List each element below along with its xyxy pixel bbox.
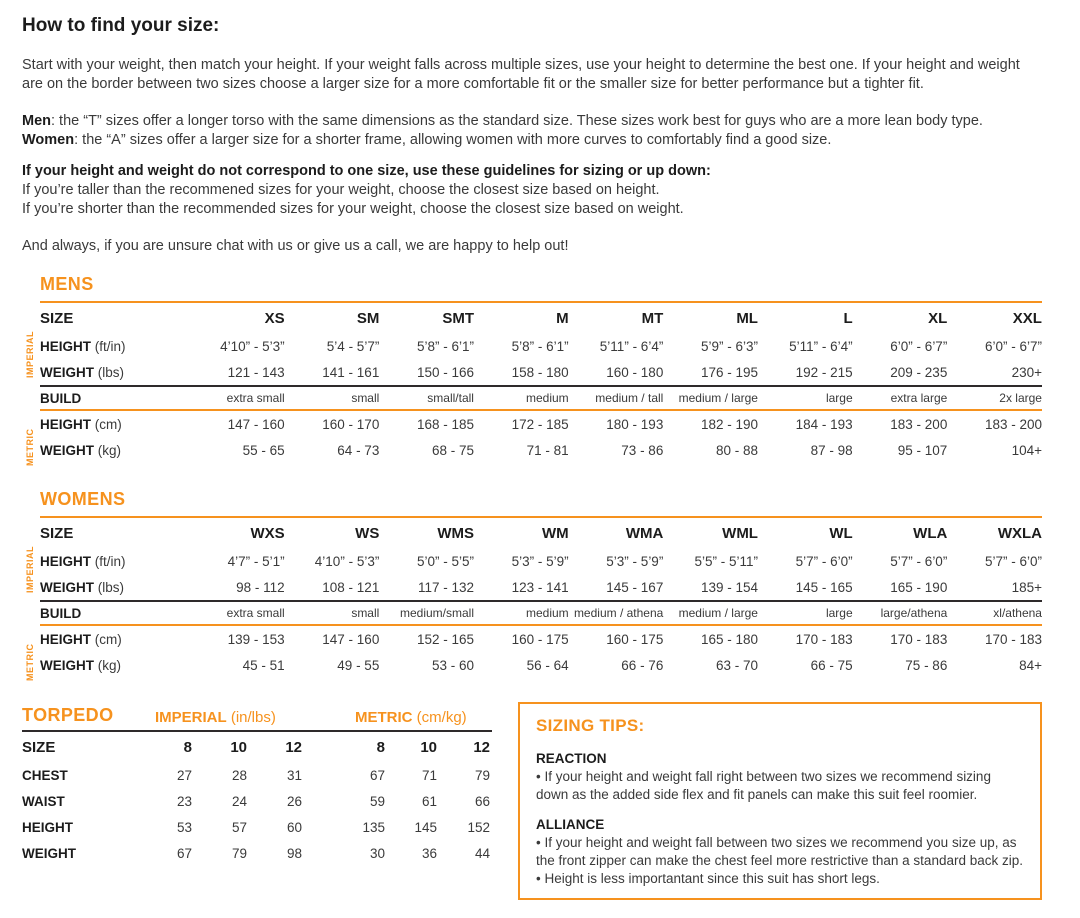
table-cell: large/athena bbox=[880, 606, 948, 620]
guidelines-line1: If you’re taller than the recommened sizes for your weight, choose the closest size based on height. bbox=[22, 182, 660, 198]
size-column-header: SM bbox=[356, 309, 380, 327]
sizing-tips-box bbox=[518, 702, 1042, 900]
table-cell: small bbox=[351, 606, 380, 620]
table-cell: 71 - 81 bbox=[526, 442, 569, 458]
table-cell: 5’5” - 5’11” bbox=[694, 553, 758, 569]
table-cell: 66 bbox=[474, 793, 490, 809]
table-cell: 31 bbox=[286, 767, 302, 783]
table-cell: 2x large bbox=[999, 391, 1042, 405]
torpedo-height-row bbox=[22, 814, 492, 840]
mens-weight-imperial-row bbox=[40, 359, 1042, 385]
table-cell: 53 bbox=[176, 819, 192, 835]
torpedo-chest-row bbox=[22, 762, 492, 788]
row-label: HEIGHT bbox=[40, 553, 92, 569]
mens-height-imperial-row bbox=[40, 333, 1042, 359]
men-text: : the “T” sizes offer a longer torso with the same dimensions as the standard size. These sizes work best for guys who are a more lean body type. bbox=[51, 113, 983, 129]
row-label: HEIGHT bbox=[40, 338, 92, 354]
table-cell: 4’7” - 5’1” bbox=[227, 553, 285, 569]
reaction-tip: • If your height and weight fall right between two sizes we recommend sizing down as the added side flex and fit panels can make this suit feel roomier. bbox=[536, 769, 991, 802]
size-column-header: WM bbox=[542, 524, 569, 542]
table-cell: 59 bbox=[369, 793, 385, 809]
table-cell: 170 - 183 bbox=[890, 631, 948, 647]
table-cell: 57 bbox=[231, 819, 247, 835]
row-unit: (kg) bbox=[97, 442, 122, 458]
table-cell: 121 - 143 bbox=[227, 364, 285, 380]
table-cell: 145 bbox=[414, 819, 437, 835]
table-cell: 5’3” - 5’9” bbox=[606, 553, 664, 569]
table-cell: 49 - 55 bbox=[337, 657, 380, 673]
row-label: HEIGHT bbox=[40, 631, 92, 647]
table-cell: medium / large bbox=[678, 606, 758, 620]
womens-build-row bbox=[40, 600, 1042, 626]
table-cell: 147 - 160 bbox=[227, 416, 285, 432]
table-cell: 61 bbox=[421, 793, 437, 809]
row-label: CHEST bbox=[22, 767, 68, 783]
alliance-heading: ALLIANCE bbox=[536, 817, 605, 832]
table-cell: 150 - 166 bbox=[416, 364, 474, 380]
table-cell: 4’10” - 5’3” bbox=[314, 553, 380, 569]
table-cell: 5’7” - 6’0” bbox=[890, 553, 948, 569]
reaction-heading: REACTION bbox=[536, 751, 607, 766]
table-cell: 36 bbox=[421, 845, 437, 861]
table-cell: 176 - 195 bbox=[700, 364, 758, 380]
table-cell: 104+ bbox=[1011, 442, 1042, 458]
intro-paragraph: Start with your weight, then match your height. If your weight falls across multiple sizes, use your height to determine the best one. If your height and weight are on the border between two sizes choose a larger size for a more comfortable fit or the smaller size for better performance but a tighter fit. bbox=[22, 57, 1020, 92]
table-cell: 152 bbox=[467, 819, 490, 835]
guidelines-line2: If you’re shorter than the recommended sizes for your weight, choose the closest size based on weight. bbox=[22, 201, 684, 217]
size-column-header: WS bbox=[355, 524, 380, 542]
table-cell: 63 - 70 bbox=[715, 657, 758, 673]
table-cell: 5’7” - 6’0” bbox=[984, 553, 1042, 569]
size-column-header: 12 bbox=[473, 738, 490, 756]
torpedo-table-section bbox=[22, 702, 492, 900]
torpedo-waist-row bbox=[22, 788, 492, 814]
table-cell: 84+ bbox=[1019, 657, 1042, 673]
row-label: BUILD bbox=[40, 390, 82, 406]
table-cell: 60 bbox=[286, 819, 302, 835]
size-column-header: 8 bbox=[376, 738, 385, 756]
table-cell: 4’10” - 5’3” bbox=[220, 338, 285, 354]
table-cell: 75 - 86 bbox=[905, 657, 948, 673]
mens-build-row bbox=[40, 385, 1042, 411]
table-cell: medium / tall bbox=[595, 391, 664, 405]
table-cell: 66 - 75 bbox=[810, 657, 853, 673]
table-cell: medium bbox=[525, 391, 569, 405]
table-cell: 5’3” - 5’9” bbox=[511, 553, 569, 569]
table-cell: 160 - 175 bbox=[606, 631, 664, 647]
size-column-header: SMT bbox=[442, 309, 474, 327]
size-column-header: WMS bbox=[437, 524, 474, 542]
guidelines-heading: If your height and weight do not correspond to one size, use these guidelines for sizing or up down: bbox=[22, 163, 711, 179]
womens-weight-imperial-row bbox=[40, 574, 1042, 600]
table-cell: 158 - 180 bbox=[511, 364, 569, 380]
table-cell: 172 - 185 bbox=[511, 416, 569, 432]
size-column-header: WMA bbox=[625, 524, 664, 542]
men-women-paragraph bbox=[22, 112, 1042, 150]
row-label: WEIGHT bbox=[40, 657, 94, 673]
table-cell: 209 - 235 bbox=[890, 364, 948, 380]
womens-imperial-side-label: IMPERIAL bbox=[25, 545, 35, 593]
womens-metric-side-label: METRIC bbox=[25, 643, 35, 681]
womens-table bbox=[40, 516, 1042, 678]
torpedo-metric-header bbox=[355, 709, 492, 726]
table-cell: 184 - 193 bbox=[795, 416, 853, 432]
guidelines-paragraph bbox=[22, 162, 1042, 219]
table-cell: 123 - 141 bbox=[511, 579, 569, 595]
table-cell: 5’11” - 6’4” bbox=[599, 338, 664, 354]
table-cell: 73 - 86 bbox=[621, 442, 664, 458]
row-label: WEIGHT bbox=[40, 579, 94, 595]
size-column-header: WL bbox=[829, 524, 853, 542]
row-unit: (lbs) bbox=[97, 364, 125, 380]
table-cell: 66 - 76 bbox=[621, 657, 664, 673]
table-cell: 71 bbox=[421, 767, 437, 783]
table-cell: 139 - 153 bbox=[227, 631, 285, 647]
table-cell: 183 - 200 bbox=[890, 416, 948, 432]
mens-imperial-side-label: IMPERIAL bbox=[25, 330, 35, 378]
table-cell: 5’7” - 6’0” bbox=[795, 553, 853, 569]
size-column-header: XXL bbox=[1012, 309, 1042, 327]
table-cell: large bbox=[825, 391, 853, 405]
mens-table bbox=[40, 301, 1042, 463]
size-row-label: SIZE bbox=[40, 309, 74, 327]
table-cell: 28 bbox=[231, 767, 247, 783]
torpedo-size-row bbox=[22, 732, 492, 762]
mens-title: MENS bbox=[40, 274, 94, 294]
table-cell: 5’8” - 6’1” bbox=[511, 338, 569, 354]
table-cell: 6’0” - 6’7” bbox=[984, 338, 1042, 354]
size-column-header: WLA bbox=[913, 524, 948, 542]
table-cell: 108 - 121 bbox=[322, 579, 380, 595]
table-cell: 192 - 215 bbox=[795, 364, 853, 380]
size-column-header: M bbox=[556, 309, 569, 327]
table-cell: small bbox=[351, 391, 380, 405]
table-cell: medium bbox=[525, 606, 569, 620]
alliance-tip-2: • Height is less importantant since this suit has short legs. bbox=[536, 871, 880, 886]
table-cell: 79 bbox=[474, 767, 490, 783]
table-cell: medium/small bbox=[399, 606, 474, 620]
size-column-header: 10 bbox=[230, 738, 247, 756]
size-column-header: ML bbox=[736, 309, 758, 327]
womens-weight-metric-row bbox=[40, 652, 1042, 678]
table-cell: 185+ bbox=[1011, 579, 1042, 595]
sizing-tips-title: SIZING TIPS: bbox=[536, 716, 645, 735]
table-cell: extra small bbox=[226, 391, 285, 405]
row-unit: (cm) bbox=[94, 631, 122, 647]
table-cell: 182 - 190 bbox=[700, 416, 758, 432]
table-cell: 170 - 183 bbox=[795, 631, 853, 647]
table-cell: 230+ bbox=[1011, 364, 1042, 380]
torpedo-imperial-unit: (in/lbs) bbox=[226, 709, 276, 726]
mens-table-section bbox=[25, 274, 1042, 466]
table-cell: 165 - 180 bbox=[700, 631, 758, 647]
torpedo-imperial-label: IMPERIAL bbox=[155, 709, 227, 726]
table-cell: 67 bbox=[369, 767, 385, 783]
row-label: HEIGHT bbox=[22, 819, 74, 835]
table-cell: 79 bbox=[231, 845, 247, 861]
table-cell: medium / large bbox=[678, 391, 758, 405]
size-column-header: XL bbox=[928, 309, 948, 327]
women-label: Women bbox=[22, 132, 75, 148]
torpedo-weight-row bbox=[22, 840, 492, 866]
intro-section bbox=[22, 56, 1042, 256]
row-label: WEIGHT bbox=[40, 364, 94, 380]
size-column-header: MT bbox=[641, 309, 664, 327]
women-text: : the “A” sizes offer a larger size for a shorter frame, allowing women with more curves to comfortably find a good size. bbox=[74, 132, 832, 148]
table-cell: 44 bbox=[474, 845, 490, 861]
table-cell: 27 bbox=[176, 767, 192, 783]
table-cell: 160 - 175 bbox=[511, 631, 569, 647]
page-title: How to find your size: bbox=[22, 15, 220, 36]
mens-size-header-row bbox=[40, 303, 1042, 333]
table-cell: 53 - 60 bbox=[431, 657, 474, 673]
table-cell: 98 - 112 bbox=[236, 579, 285, 595]
size-column-header: 8 bbox=[183, 738, 192, 756]
size-column-header: WXLA bbox=[997, 524, 1042, 542]
torpedo-metric-unit: (cm/kg) bbox=[412, 709, 467, 726]
row-unit: (cm) bbox=[94, 416, 122, 432]
size-column-header: 10 bbox=[420, 738, 437, 756]
womens-height-metric-row bbox=[40, 626, 1042, 652]
table-cell: 145 - 167 bbox=[606, 579, 664, 595]
table-cell: 135 bbox=[362, 819, 385, 835]
table-cell: 147 - 160 bbox=[322, 631, 380, 647]
table-cell: medium / athena bbox=[573, 606, 664, 620]
table-cell: 5’0” - 5’5” bbox=[416, 553, 474, 569]
table-cell: extra small bbox=[226, 606, 285, 620]
size-column-header: WXS bbox=[250, 524, 285, 542]
row-label: WEIGHT bbox=[22, 845, 76, 861]
table-cell: 170 - 183 bbox=[984, 631, 1042, 647]
row-unit: (ft/in) bbox=[94, 338, 126, 354]
table-cell: 160 - 170 bbox=[322, 416, 380, 432]
table-cell: 23 bbox=[176, 793, 192, 809]
table-cell: 5’11” - 6’4” bbox=[789, 338, 853, 354]
row-label: BUILD bbox=[40, 605, 82, 621]
table-cell: 141 - 161 bbox=[322, 364, 380, 380]
womens-size-header-row bbox=[40, 518, 1042, 548]
row-label: WEIGHT bbox=[40, 442, 94, 458]
table-cell: 180 - 193 bbox=[606, 416, 664, 432]
row-unit: (ft/in) bbox=[94, 553, 126, 569]
table-cell: 24 bbox=[231, 793, 247, 809]
bottom-section bbox=[22, 702, 1042, 900]
table-cell: 117 - 132 bbox=[417, 579, 474, 595]
table-cell: 139 - 154 bbox=[700, 579, 758, 595]
row-label: SIZE bbox=[22, 738, 56, 756]
mens-weight-metric-row bbox=[40, 437, 1042, 463]
table-cell: 64 - 73 bbox=[337, 442, 380, 458]
table-cell: 68 - 75 bbox=[431, 442, 474, 458]
size-column-header: L bbox=[843, 309, 853, 327]
mens-metric-side-label: METRIC bbox=[25, 428, 35, 466]
table-cell: 183 - 200 bbox=[984, 416, 1042, 432]
womens-title: WOMENS bbox=[40, 489, 126, 509]
size-column-header: XS bbox=[264, 309, 285, 327]
womens-table-section bbox=[25, 489, 1042, 681]
table-cell: 6’0” - 6’7” bbox=[890, 338, 948, 354]
table-cell: extra large bbox=[890, 391, 948, 405]
table-cell: 5’8” - 6’1” bbox=[416, 338, 474, 354]
torpedo-imperial-header bbox=[155, 709, 355, 726]
table-cell: 160 - 180 bbox=[606, 364, 664, 380]
table-cell: 80 - 88 bbox=[715, 442, 758, 458]
torpedo-header-row bbox=[22, 702, 492, 732]
row-label: WAIST bbox=[22, 793, 65, 809]
table-cell: small/tall bbox=[427, 391, 474, 405]
size-row-label: SIZE bbox=[40, 524, 74, 542]
mens-height-metric-row bbox=[40, 411, 1042, 437]
table-cell: 165 - 190 bbox=[890, 579, 948, 595]
table-cell: 5’9” - 6’3” bbox=[700, 338, 758, 354]
table-cell: 26 bbox=[286, 793, 302, 809]
row-label: HEIGHT bbox=[40, 416, 92, 432]
table-cell: 95 - 107 bbox=[897, 442, 948, 458]
size-column-header: WML bbox=[722, 524, 758, 542]
alliance-tips bbox=[536, 834, 1024, 888]
table-cell: 30 bbox=[369, 845, 385, 861]
table-cell: 87 - 98 bbox=[810, 442, 853, 458]
men-label: Men bbox=[22, 113, 51, 129]
table-cell: 45 - 51 bbox=[242, 657, 285, 673]
alliance-tip-1: • If your height and weight fall between two sizes we recommend you size up, as the front zipper can make the chest feel more restrictive than a standard back zip. bbox=[536, 835, 1023, 868]
torpedo-title: TORPEDO bbox=[22, 705, 114, 725]
row-unit: (lbs) bbox=[97, 579, 125, 595]
table-cell: 168 - 185 bbox=[416, 416, 474, 432]
size-column-header: 12 bbox=[285, 738, 302, 756]
table-cell: xl/athena bbox=[993, 606, 1042, 620]
closing-paragraph: And always, if you are unsure chat with us or give us a call, we are happy to help out! bbox=[22, 238, 569, 254]
table-cell: 98 bbox=[286, 845, 302, 861]
table-cell: large bbox=[825, 606, 853, 620]
table-cell: 145 - 165 bbox=[795, 579, 853, 595]
torpedo-metric-label: METRIC bbox=[355, 709, 413, 726]
table-cell: 152 - 165 bbox=[416, 631, 474, 647]
table-cell: 56 - 64 bbox=[526, 657, 569, 673]
table-cell: 55 - 65 bbox=[242, 442, 285, 458]
table-cell: 5’4 - 5’7” bbox=[326, 338, 380, 354]
table-cell: 67 bbox=[176, 845, 192, 861]
womens-height-imperial-row bbox=[40, 548, 1042, 574]
row-unit: (kg) bbox=[97, 657, 122, 673]
